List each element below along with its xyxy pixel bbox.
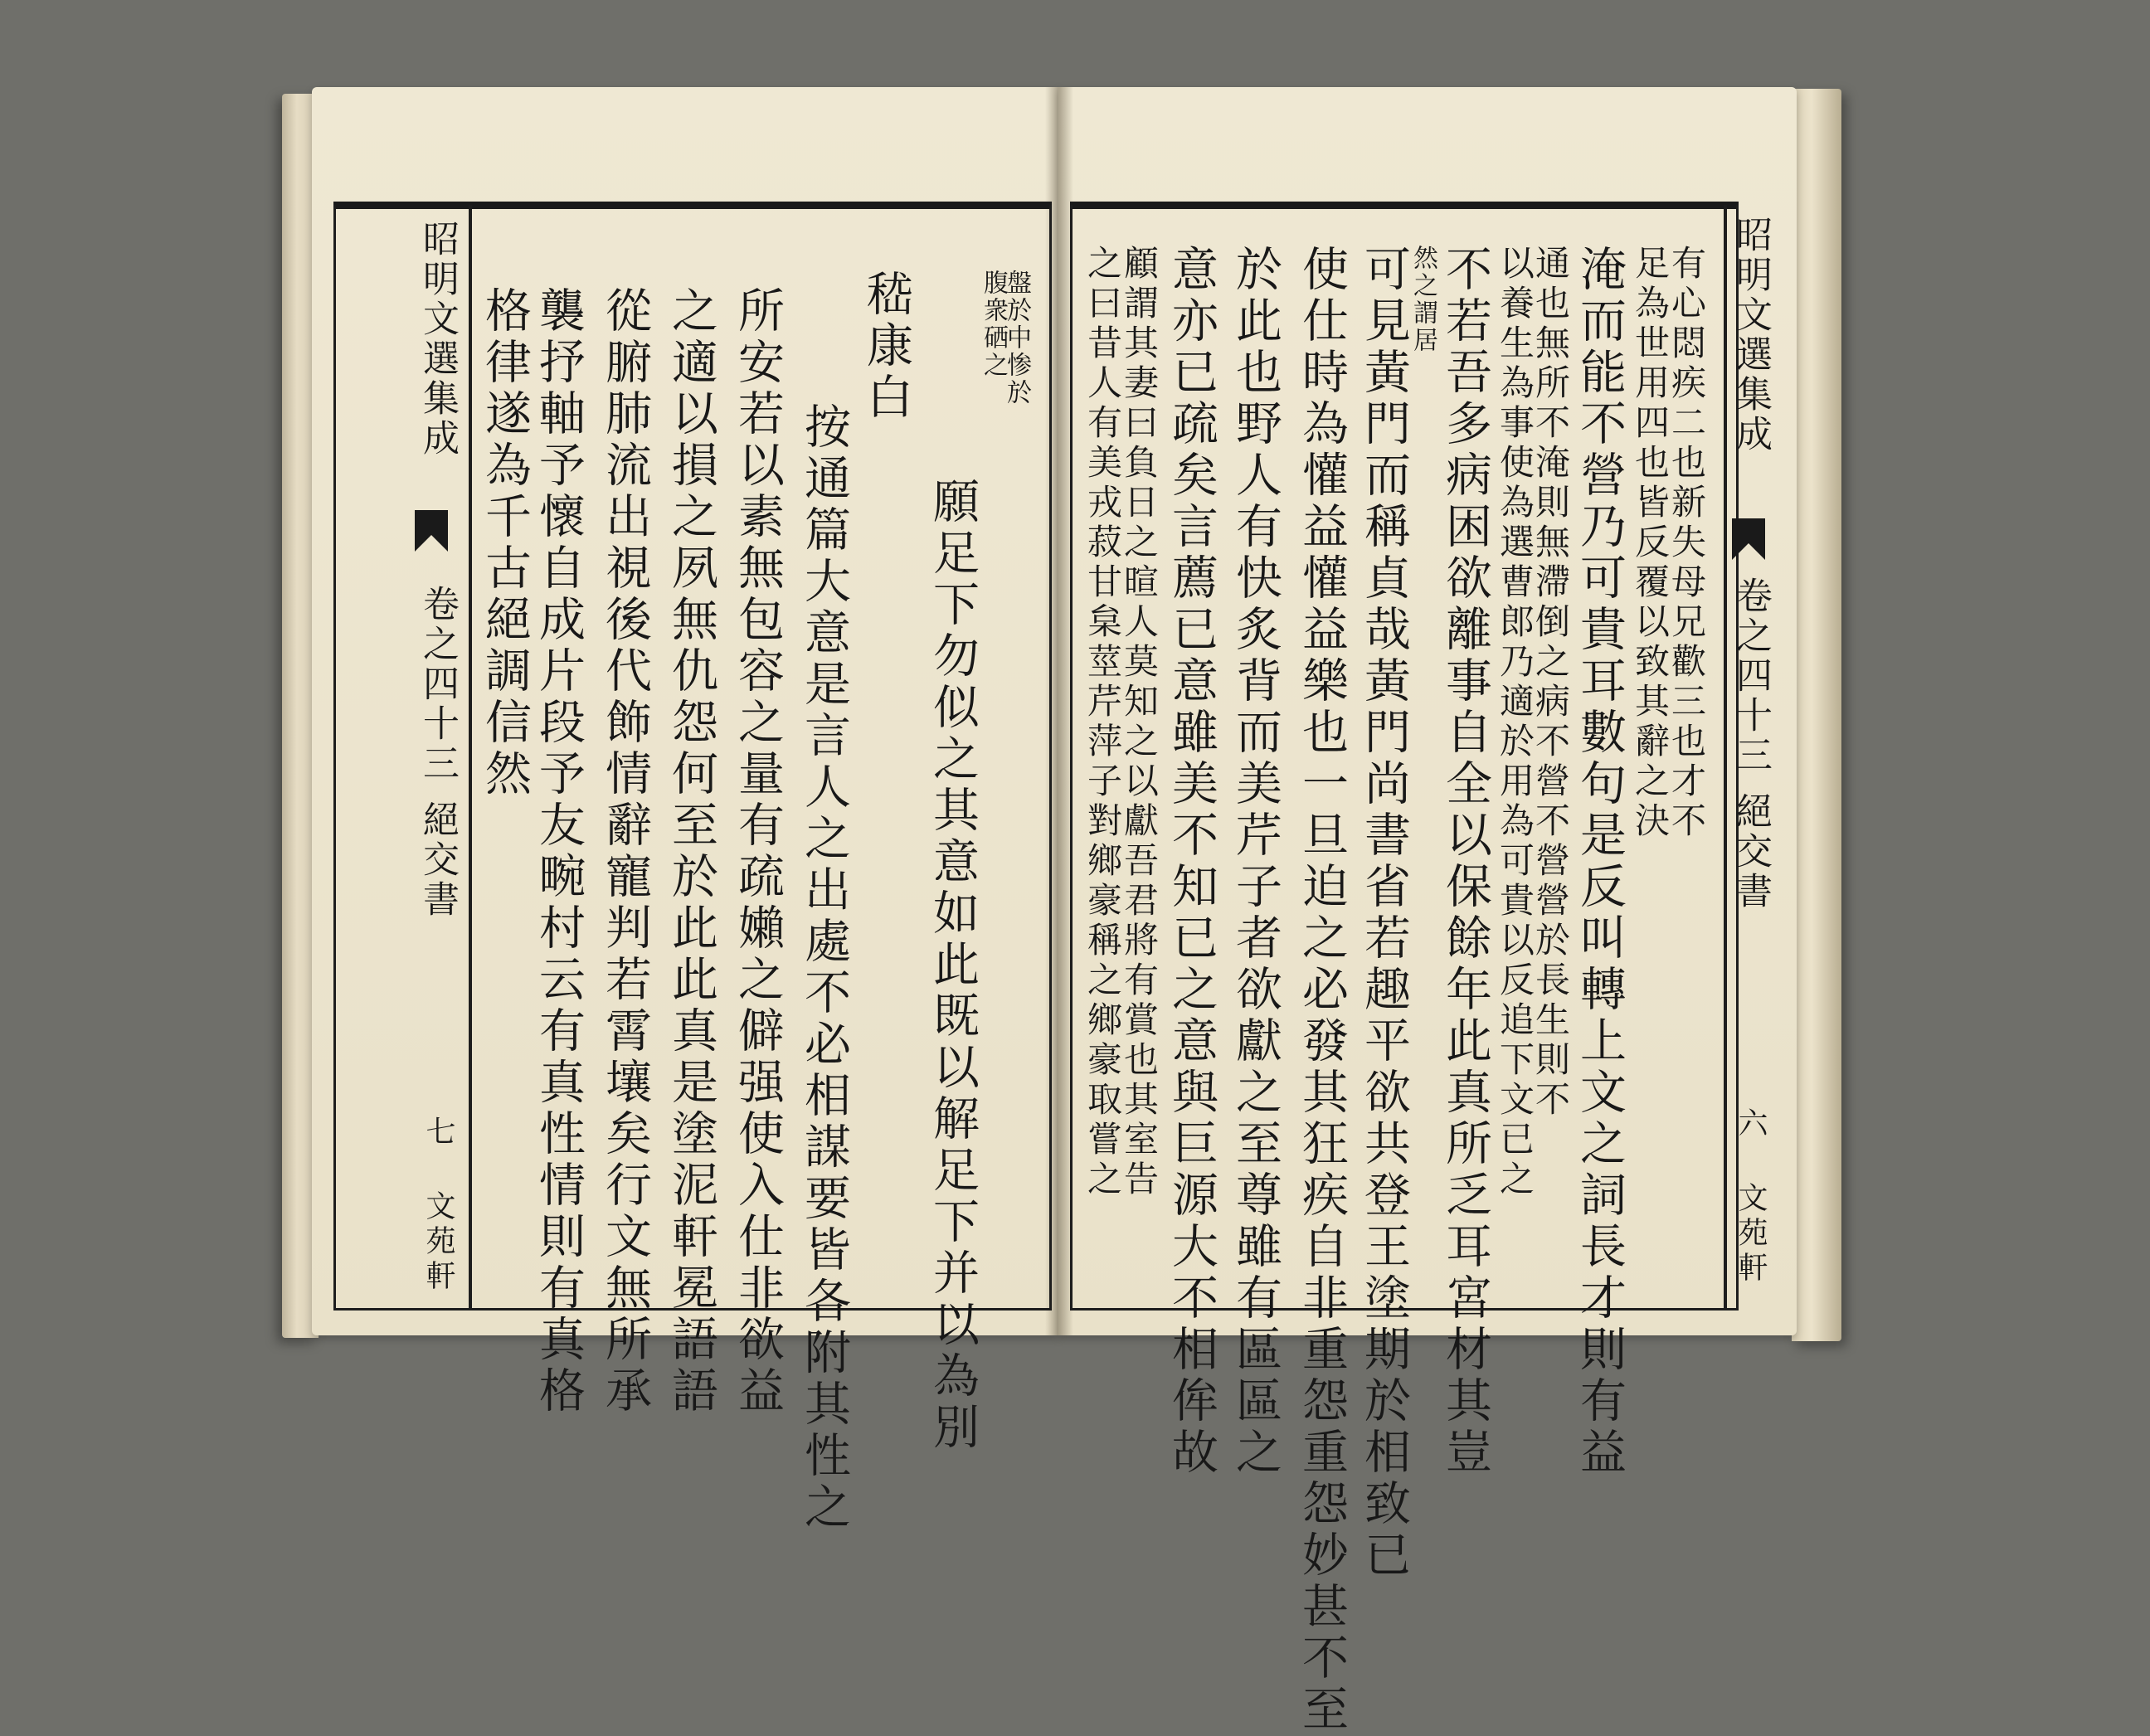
- left-margin-rule: [469, 205, 472, 1308]
- right-col-4: 通也無所不淹則無滯倒之病不營不營營於長生則不: [1530, 245, 1571, 1121]
- right-col-1: 有心悶疾二也新失母兄歡三也才不: [1666, 245, 1707, 842]
- left-fishtail-mark: [415, 510, 448, 560]
- right-margin-volume: 卷之四十三: [1729, 576, 1772, 776]
- right-col-2: 足為世用四也皆反覆以致其辭之決: [1630, 245, 1671, 842]
- left-margin-section: 絕交書: [416, 800, 459, 920]
- left-col-10: 格律遂為千古絕調信然: [478, 286, 532, 800]
- left-col-7: 之適以損之夙無仇怨何至於此此真是塗泥軒冕語語: [664, 286, 718, 1417]
- right-col-3: 淹而能不營乃可貴耳數句是反叫轉上文之詞長才則有益: [1573, 245, 1627, 1479]
- left-col-9: 襲抒軸予懷自成片段予友畹村云有真性情則有真格: [532, 286, 586, 1417]
- open-book: [282, 79, 1841, 1736]
- left-col-5: 按通篇大意是言人之出處不必相謀要皆各附其性之: [797, 402, 851, 1534]
- left-col-8: 從腑肺流出視後代飾情辭寵判若霄壤矣行文無所承: [598, 286, 652, 1417]
- left-col-6: 所安若以素無包容之量有疏嬾之僻强使入仕非欲益: [731, 286, 785, 1417]
- left-folio-number: 七: [421, 1116, 455, 1150]
- right-col-9: 使仕時為懽益懽益樂也一旦迫之必發其狂疾自非重怨重怨妙甚不至: [1295, 245, 1349, 1736]
- left-col-annotation-1: 盤於中惨於: [1002, 270, 1031, 406]
- right-col-11: 意亦已疏矣言薦已意雖美不知已之意與巨源大不相侔故: [1165, 245, 1218, 1479]
- right-col-annotation: 然之謂居: [1408, 245, 1437, 354]
- left-margin-title: 昭明文選集成: [416, 220, 459, 459]
- right-col-5: 以養生為事使為選曹郎乃適於用為可貴以反追下文已之: [1495, 245, 1535, 1200]
- right-col-6: 不若吾多病困欲離事自全以保餘年此真所乏耳宮材其豈: [1438, 245, 1492, 1479]
- right-margin-title: 昭明文選集成: [1729, 216, 1772, 455]
- left-margin-volume: 卷之四十三: [416, 585, 459, 784]
- right-page-stack: [1792, 89, 1841, 1341]
- right-col-13: 之曰昔人有美戎菽甘枲莖芹萍子對鄉豪稱之鄉豪取嘗之: [1082, 245, 1123, 1200]
- right-col-12: 顧謂其妻曰負日之暄人莫知之以獻吾君將有賞也其室告: [1119, 245, 1160, 1200]
- left-col-annotation-2: 腹衆硒之: [979, 270, 1008, 379]
- left-col-3: 願足下勿似之其意如此既以解足下并以為別: [926, 477, 980, 1454]
- right-col-8: 可見黃門而稱貞哉黃門尚書省若趣平欲共登王塗期於相致已: [1357, 245, 1411, 1582]
- right-margin-section: 絕交書: [1729, 792, 1772, 912]
- right-fishtail-mark: [1732, 518, 1765, 568]
- right-col-10: 於此也野人有快炙背而美芹子者欲獻之至尊雖有區區之: [1228, 245, 1282, 1479]
- left-col-4: 嵇康白: [859, 270, 913, 424]
- right-publisher-mark: 文苑軒: [1734, 1182, 1768, 1286]
- right-margin-rule: [1724, 205, 1727, 1308]
- left-publisher-mark: 文苑軒: [421, 1190, 455, 1295]
- right-folio-number: 六: [1734, 1107, 1768, 1142]
